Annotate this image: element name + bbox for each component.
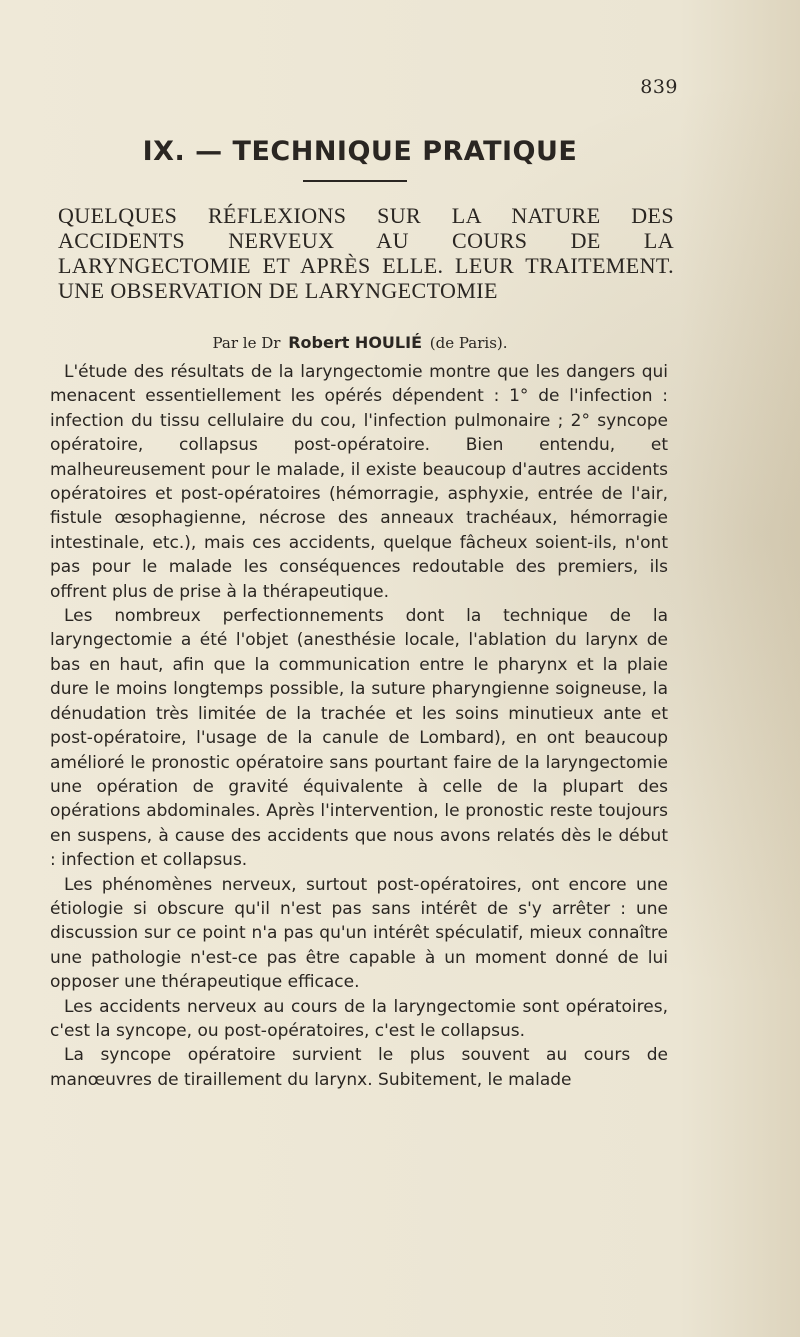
byline bbox=[0, 333, 720, 352]
byline-prefix: Par le Dr bbox=[212, 334, 281, 352]
paragraph: Les accidents nerveux au cours de la laryngectomie sont opératoires, c'est la syncope, ou post-opératoires, c'est le collapsus. bbox=[50, 996, 668, 1041]
byline-suffix: (de Paris). bbox=[429, 334, 508, 352]
body-text bbox=[50, 360, 668, 1092]
page-number: 839 bbox=[640, 76, 678, 98]
paragraph: L'étude des résultats de la laryngectomie montre que les dangers qui menacent essentiellement les opérés dépendent : 1° de l'infection : infection du tissu cellulaire du cou, l'infection pulmonaire ; 2° syncope opératoire, collapsus post-opératoire. Bien entendu, et malheureusement pour le malade, il existe beaucoup d'autres accidents opératoires et post-opératoires (hémorragie, asphyxie, entrée de l'air, fistule œsophagienne, nécrose des anneaux trachéaux, hémorragie intestinale, etc.), mais ces accidents, quelque fâcheux soient-ils, n'ont pas pour le malade les conséquences redoutable des premiers, ils offrent plus de prise à la thérapeutique. bbox=[50, 362, 668, 602]
article-title: QUELQUES RÉFLEXIONS SUR LA NATURE DES ACCIDENTS NERVEUX AU COURS DE LA LARYNGECTOMIE ET APRÈS ELLE. LEUR TRAITEMENT. UNE OBSERVATION DE LARYNGECTOMIE bbox=[58, 203, 674, 303]
section-title: IX. — TECHNIQUE PRATIQUE bbox=[142, 136, 578, 167]
paragraph: La syncope opératoire survient le plus souvent au cours de manœuvres de tiraillement du larynx. Subitement, le malade bbox=[50, 1045, 668, 1090]
author-name: Robert HOULIÉ bbox=[288, 333, 422, 352]
paragraph: Les nombreux perfectionnements dont la technique de la laryngectomie a été l'objet (anesthésie locale, l'ablation du larynx de bas en haut, afin que la communication entre le pharynx et la plaie dure le moins longtemps possible, la suture pharyngienne soigneuse, la dénudation très limitée de la trachée et les soins minutieux ante et post-opératoire, l'usage de la canule de Lombard), en ont beaucoup amélioré le pronostic opératoire sans pourtant faire de la laryngectomie une opération de gravité équivalente à celle de la plupart des opérations abdominales. Après l'intervention, le pronostic reste toujours en suspens, à cause des accidents que nous avons relatés dès le début : infection et collapsus. bbox=[50, 606, 668, 871]
paragraph: Les phénomènes nerveux, surtout post-opératoires, ont encore une étiologie si obscure qu'il n'est pas sans intérêt de s'y arrêter : une discussion sur ce point n'a pas qu'un intérêt spéculatif, mieux connaître une pathologie n'est-ce pas être capable à un moment donné de lui opposer une thérapeutique efficace. bbox=[50, 874, 668, 993]
title-divider bbox=[303, 180, 407, 182]
